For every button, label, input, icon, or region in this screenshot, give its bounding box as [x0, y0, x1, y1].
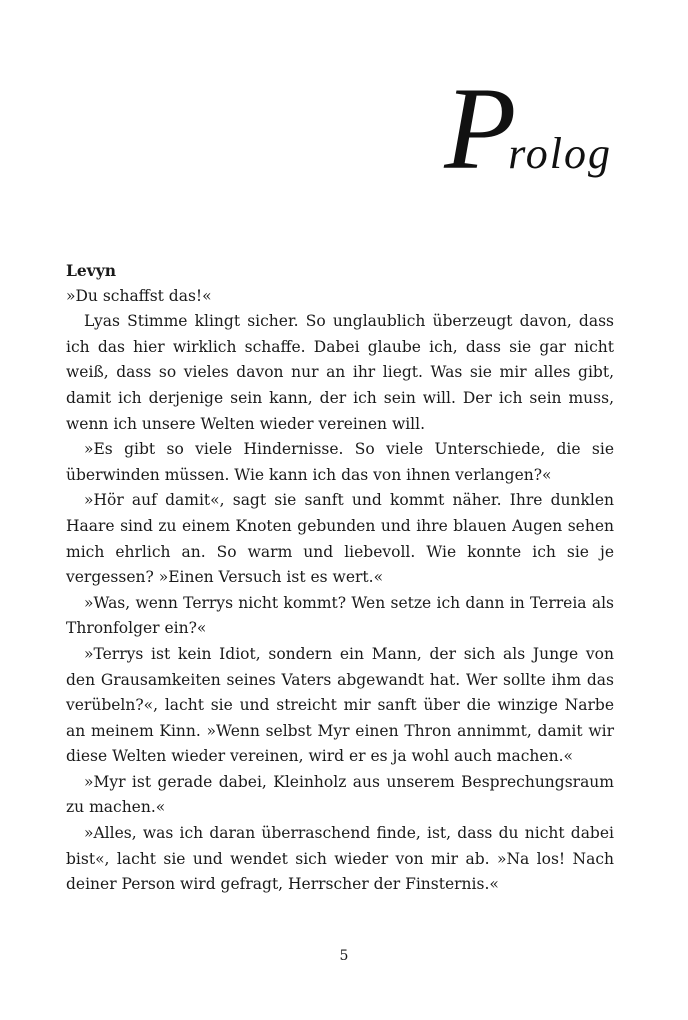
paragraph: »Myr ist gerade dabei, Kleinholz aus unserem Besprechungsraum zu machen.«	[66, 772, 614, 817]
speaker-name: Levyn	[66, 261, 117, 280]
chapter-title-initial: P	[444, 63, 517, 194]
chapter-title-rest: rolog	[508, 129, 612, 178]
paragraph: Lyas Stimme klingt sicher. So unglaublich überzeugt davon, dass ich das hier wirklich schaffe. Dabei glaube ich, dass sie gar nicht weiß, dass so vieles davon nur an ihr liegt. Was sie mir alles gibt, damit ich derjenige sein kann, der ich sein will. Der ich sein muss, wenn ich unsere Welten wieder vereinen will.	[66, 312, 614, 433]
paragraph: »Alles, was ich daran überraschend finde, ist, dass du nicht dabei bist«, lacht sie und wendet sich wieder von mir ab. »Na los! Nach deiner Person wird gefragt, Herrscher der Finsternis.«	[66, 824, 614, 894]
paragraph: »Du schaffst das!«	[66, 286, 212, 305]
paragraph: »Terrys ist kein Idiot, sondern ein Mann, der sich als Junge von den Grausamkeiten seines Vaters abgewandt hat. Wer sollte ihm das verübeln?«, lacht sie und streicht mir sanft über die winzige Narbe an meinem Kinn. »Wenn selbst Myr einen Thron annimmt, damit wir diese Welten wieder vereinen, wird er es ja wohl auch machen.«	[66, 644, 614, 766]
page-number: 5	[339, 948, 349, 964]
body-text	[66, 258, 614, 898]
paragraph: »Es gibt so viele Hindernisse. So viele Unterschiede, die sie überwinden müssen. Wie kann ich das von ihnen verlangen?«	[66, 440, 614, 484]
paragraph: »Was, wenn Terrys nicht kommt? Wen setze ich dann in Terreia als Thronfolger ein?«	[66, 593, 614, 638]
paragraph: »Hör auf damit«, sagt sie sanft und kommt näher. Ihre dunklen Haare sind zu einem Knoten gebunden und ihre blauen Augen sehen mich ehrlich an. So warm und liebevoll. Wie konnte ich sie je vergessen? »Einen Versuch ist es wert.«	[66, 491, 614, 587]
chapter-title	[444, 63, 612, 194]
